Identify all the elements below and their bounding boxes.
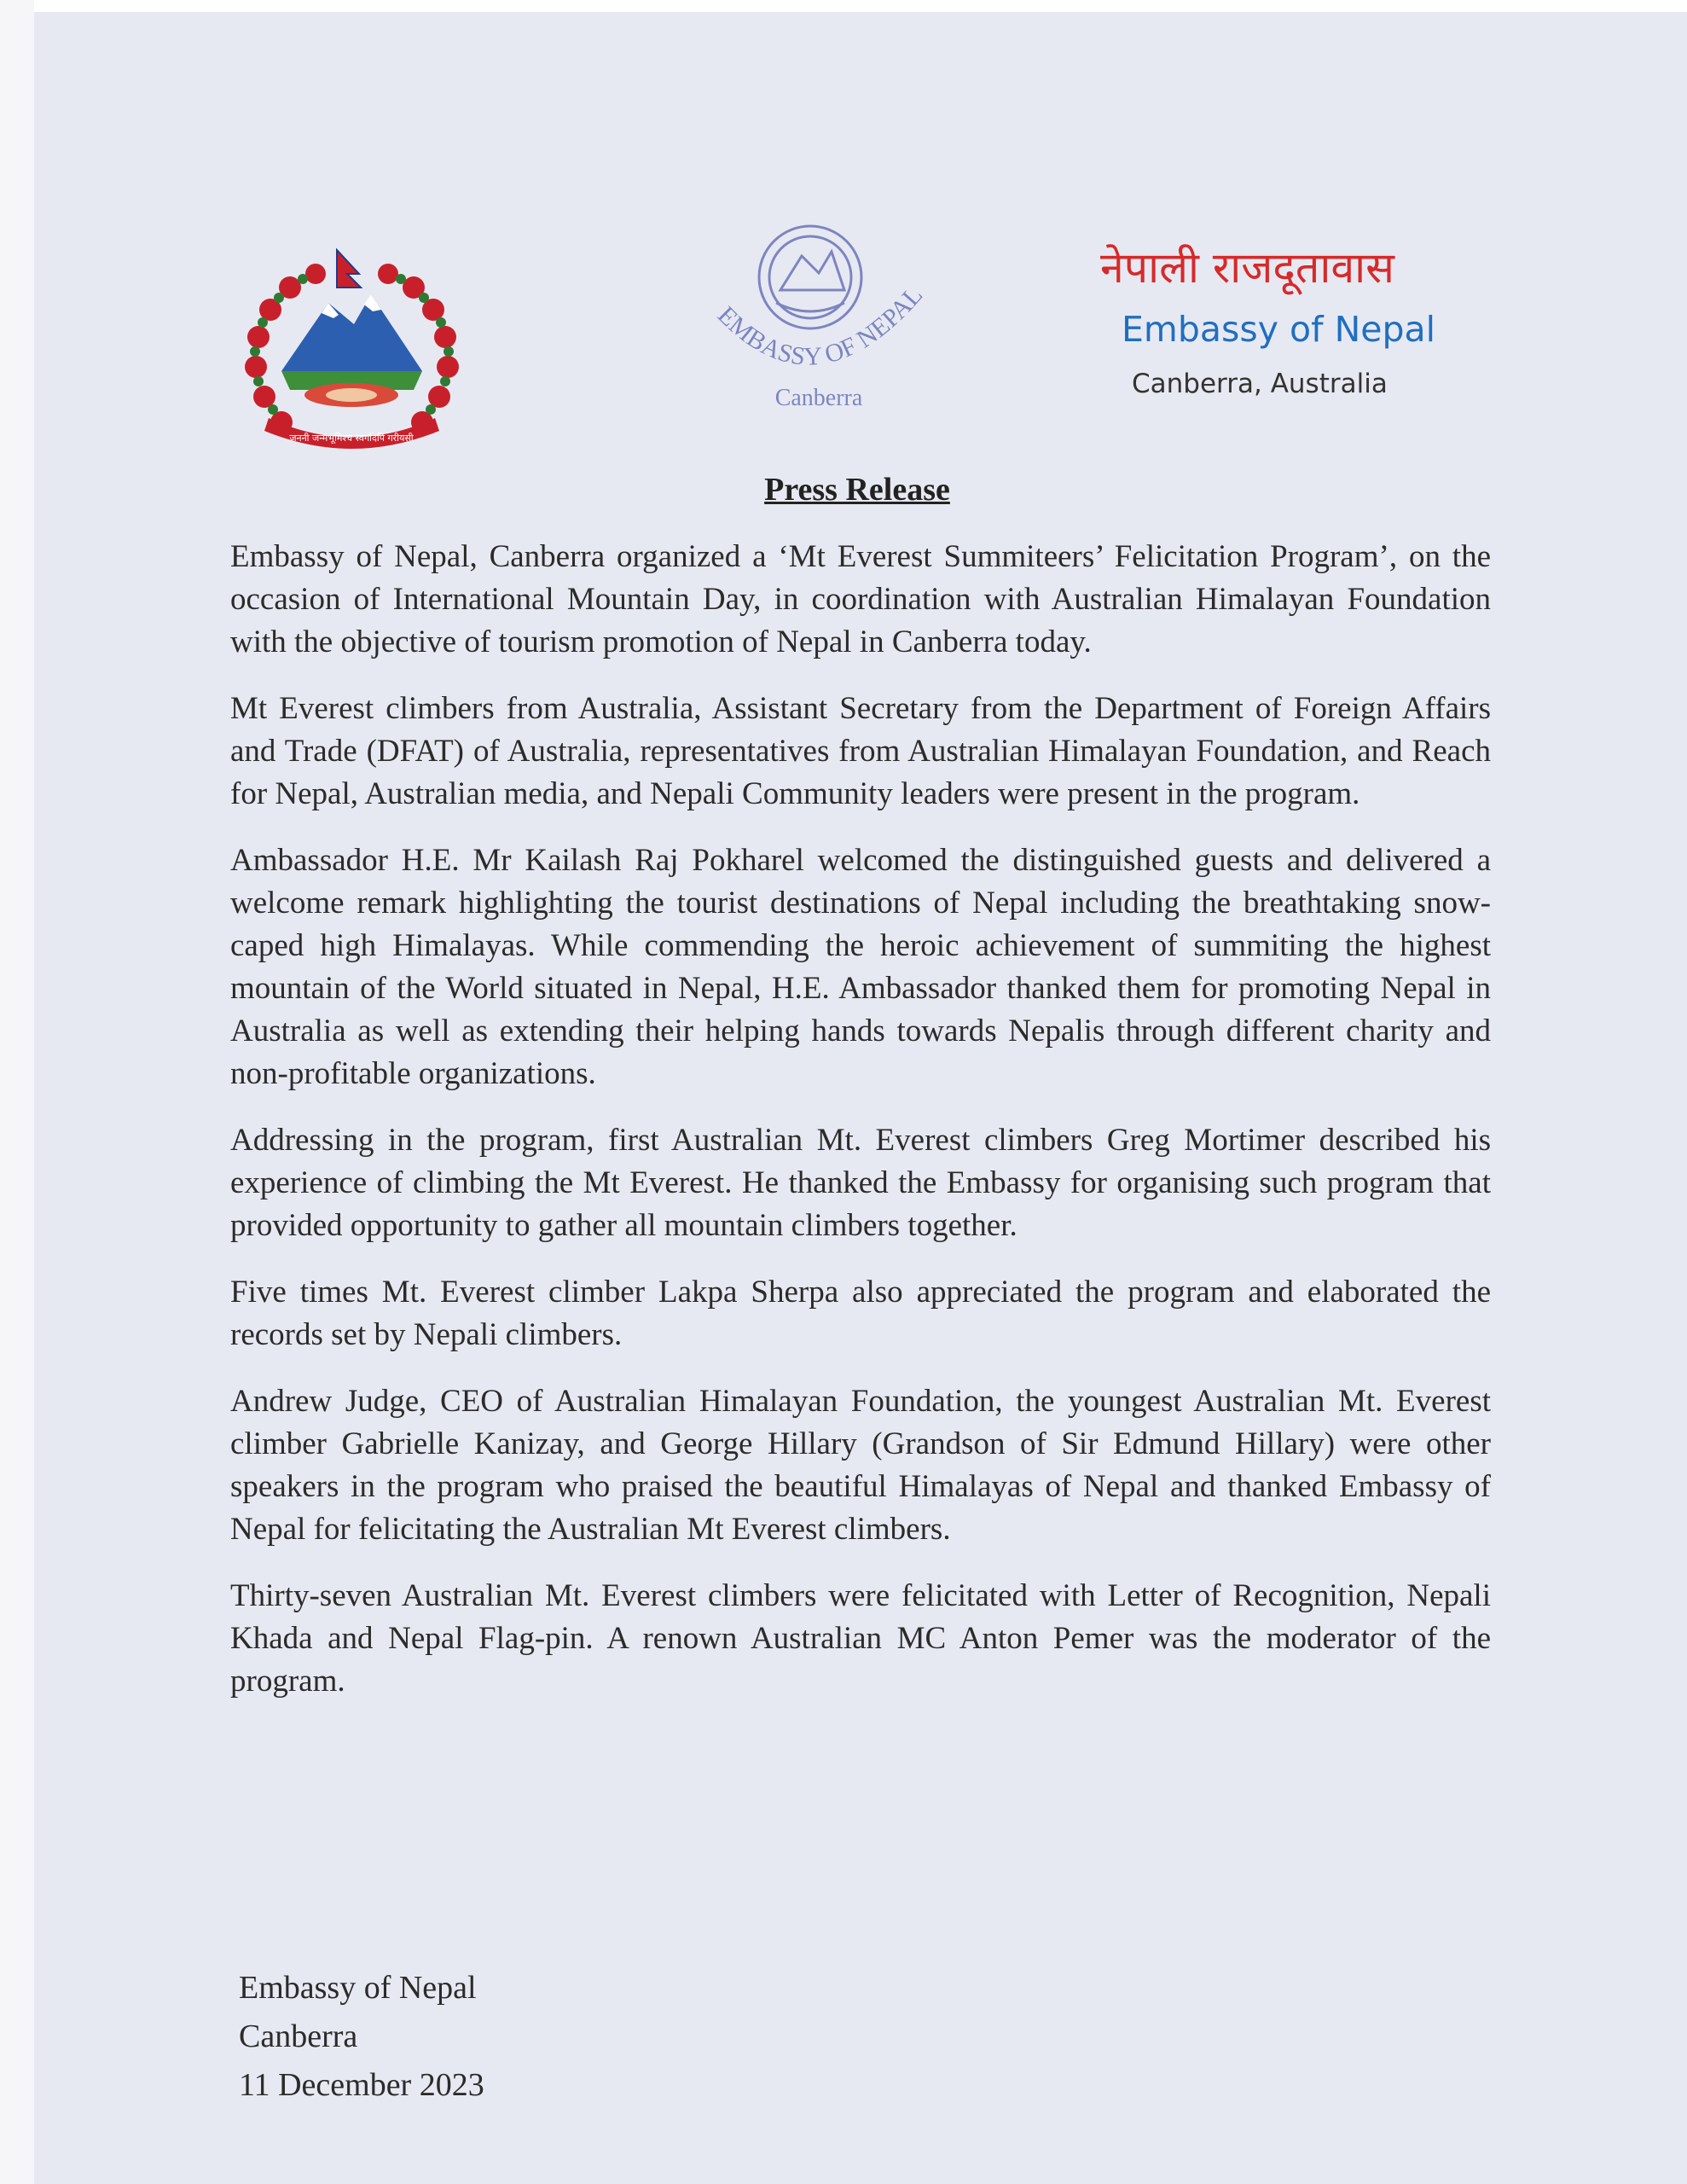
paragraph: Embassy of Nepal, Canberra organized a ‘Mt Everest Summiteers’ Felicitation Program’, on the occasion of International Mountain Day, in coordination with Australian Himalayan Foundation with the objective of tourism promotion of Nepal in Canberra today. [230, 539, 1491, 659]
nepali-title: नेपाली राजदूतावास [1100, 243, 1394, 293]
svg-text:जननी जन्मभूमिश्च स्वर्गादपि गर: जननी जन्मभूमिश्च स्वर्गादपि गरीयसी [289, 433, 414, 444]
svg-text:EMBASSY OF NEPAL [712, 281, 928, 371]
scan-left-margin [0, 0, 34, 2184]
document-heading: Press Release [764, 472, 950, 508]
embassy-name: Embassy of Nepal [1122, 309, 1435, 350]
embassy-location: Canberra, Australia [1132, 369, 1388, 399]
signoff-block [239, 1964, 921, 2110]
paragraph: Andrew Judge, CEO of Australian Himalayan Foundation, the youngest Australian Mt. Everest climber Gabrielle Kanizay, and George Hillary (Grandson of Sir Edmund Hillary) were other speakers in the program who praised the beautiful Himalayas of Nepal and thanked Embassy of Nepal for felicitating the Australian Mt Everest climbers. [230, 1384, 1491, 1547]
signoff-organization: Embassy of Nepal [239, 1970, 477, 2006]
signoff-city: Canberra [239, 2018, 358, 2054]
paragraph: Thirty-seven Australian Mt. Everest climbers were felicitated with Letter of Recognition, Nepali Khada and Nepal Flag-pin. A renown Australian MC Anton Pemer was the moderator of the program. [230, 1578, 1491, 1699]
embassy-seal-icon [691, 205, 938, 418]
seal-label: EMBASSY OF NEPAL [711, 281, 929, 371]
paragraph: Five times Mt. Everest climber Lakpa Sherpa also appreciated the program and elaborated the records set by Nepali climbers. [230, 1275, 1491, 1352]
paragraph: Ambassador H.E. Mr Kailash Raj Pokharel welcomed the distinguished guests and delivered a welcome remark highlighting the tourist destinations of Nepal including the breathtaking snow-caped high Himalayas. While commending the heroic achievement of summiting the highest mountain of the World situated in Nepal, H.E. Ambassador thanked them for promoting Nepal in Australia as well as extending their helping hands towards Nepalis through different charity and non-profitable organizations. [230, 843, 1491, 1091]
paragraph: Addressing in the program, first Australian Mt. Everest climbers Greg Mortimer described his experience of climbing the Mt Everest. He thanked the Embassy for organising such program that provided opportunity to gather all mountain climbers together. [230, 1123, 1491, 1243]
nepal-emblem-icon [235, 243, 469, 452]
seal-city: Canberra [774, 385, 863, 411]
paragraph: Mt Everest climbers from Australia, Assistant Secretary from the Department of Foreign Affairs and Trade (DFAT) of Australia, representatives from Australian Himalayan Foundation, and Reach for Nepal, Australian media, and Nepali Community leaders were present in the program. [230, 691, 1491, 811]
signoff-date: 11 December 2023 [239, 2067, 484, 2103]
press-release-body [230, 536, 1491, 1727]
scan-top-margin [0, 0, 1687, 12]
